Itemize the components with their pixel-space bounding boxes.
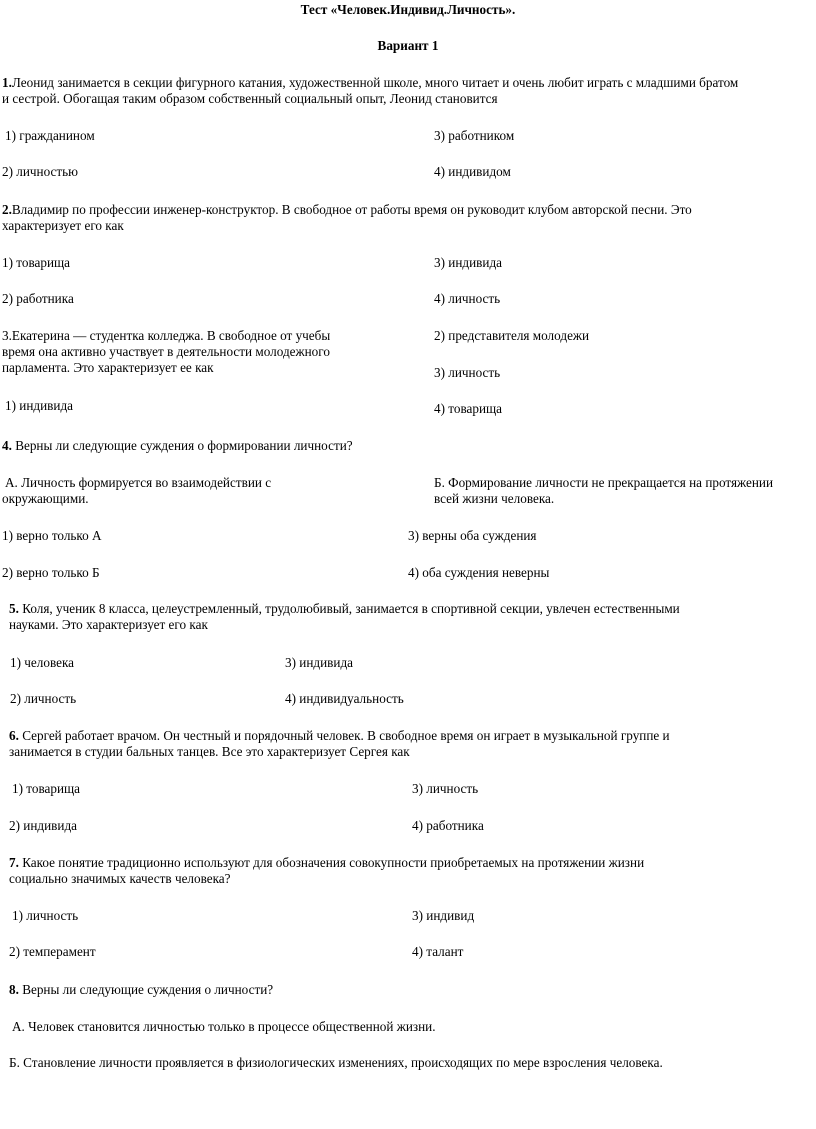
- question-3-option-1: 1) индивида: [5, 398, 74, 413]
- question-4-option-2: 2) верно только Б: [2, 565, 100, 580]
- question-6-text-cont: занимается в студии бальных танцев. Все это характеризует Сергея как: [9, 744, 410, 759]
- question-3-option-4: 4) товарища: [434, 401, 503, 416]
- question-2-option-1: 1) товарища: [2, 255, 71, 270]
- question-6-text: 6. Сергей работает врачом. Он честный и порядочный человек. В свободное время он играет в музыкальной группе и: [9, 728, 670, 743]
- question-7-option-1: 1) личность: [12, 908, 79, 923]
- question-3-option-2: 2) представителя молодежи: [434, 328, 590, 343]
- question-8-statement-b: Б. Становление личности проявляется в физиологических изменениях, происходящих по мере взросления человека.: [9, 1055, 663, 1070]
- question-2-text: 2.Владимир по профессии инженер-конструктор. В свободное от работы время он руководит клубом авторской песни. Это: [2, 202, 692, 217]
- question-6-option-3: 3) личность: [412, 781, 479, 796]
- question-4-option-4: 4) оба суждения неверны: [408, 565, 550, 580]
- question-1-text-cont: и сестрой. Обогащая таким образом собственный социальный опыт, Леонид становится: [2, 91, 498, 106]
- question-2-option-4: 4) личность: [434, 291, 501, 306]
- question-7-text: 7. Какое понятие традиционно используют для обозначения совокупности приобретаемых на протяжении жизни: [9, 855, 645, 870]
- question-3-text-cont-2: парламента. Это характеризует ее как: [2, 360, 214, 375]
- question-2-option-2: 2) работника: [2, 291, 74, 306]
- question-4-statement-a-cont: окружающими.: [2, 491, 89, 506]
- question-4-option-1: 1) верно только А: [2, 528, 102, 543]
- question-6-option-2: 2) индивида: [9, 818, 78, 833]
- question-7-option-2: 2) темперамент: [9, 944, 96, 959]
- question-4-statement-b: Б. Формирование личности не прекращается на протяжении: [434, 475, 774, 490]
- question-3-option-3: 3) личность: [434, 365, 501, 380]
- question-4-statement-b-cont: всей жизни человека.: [434, 491, 555, 506]
- question-4-option-3: 3) верны оба суждения: [408, 528, 537, 543]
- question-3-text: 3.Екатерина — студентка колледжа. В свободное от учебы: [2, 328, 331, 343]
- question-4-text: 4. Верны ли следующие суждения о формировании личности?: [2, 438, 353, 453]
- variant-heading: Вариант 1: [377, 38, 439, 53]
- question-5-option-4: 4) индивидуальность: [285, 691, 404, 706]
- question-3-text-cont: время она активно участвует в деятельности молодежного: [2, 344, 330, 359]
- question-4-statement-a: А. Личность формируется во взаимодействии с: [5, 475, 272, 490]
- question-5-option-2: 2) личность: [10, 691, 77, 706]
- question-6-option-4: 4) работника: [412, 818, 484, 833]
- question-2-option-3: 3) индивида: [434, 255, 503, 270]
- question-2-text-cont: характеризует его как: [2, 218, 124, 233]
- question-5-option-1: 1) человека: [10, 655, 75, 670]
- question-1-text: 1.Леонид занимается в секции фигурного катания, художественной школе, много читает и очень любит играть с младшими братом: [2, 75, 739, 90]
- question-1-option-3: 3) работником: [434, 128, 515, 143]
- question-7-text-cont: социально значимых качеств человека?: [9, 871, 231, 886]
- question-7-option-3: 3) индивид: [412, 908, 475, 923]
- question-1-option-2: 2) личностью: [2, 164, 79, 179]
- document-title: Тест «Человек.Индивид.Личность».: [300, 2, 516, 17]
- question-1-option-1: 1) гражданином: [5, 128, 95, 143]
- question-5-text: 5. Коля, ученик 8 класса, целеустремленный, трудолюбивый, занимается в спортивной секции, увлечен естественными: [9, 601, 680, 616]
- question-1-option-4: 4) индивидом: [434, 164, 511, 179]
- question-5-option-3: 3) индивида: [285, 655, 354, 670]
- question-7-option-4: 4) талант: [412, 944, 464, 959]
- question-8-statement-a: А. Человек становится личностью только в процессе общественной жизни.: [12, 1019, 436, 1034]
- question-8-text: 8. Верны ли следующие суждения о личности?: [9, 982, 274, 997]
- question-5-text-cont: науками. Это характеризует его как: [9, 617, 208, 632]
- question-6-option-1: 1) товарища: [12, 781, 81, 796]
